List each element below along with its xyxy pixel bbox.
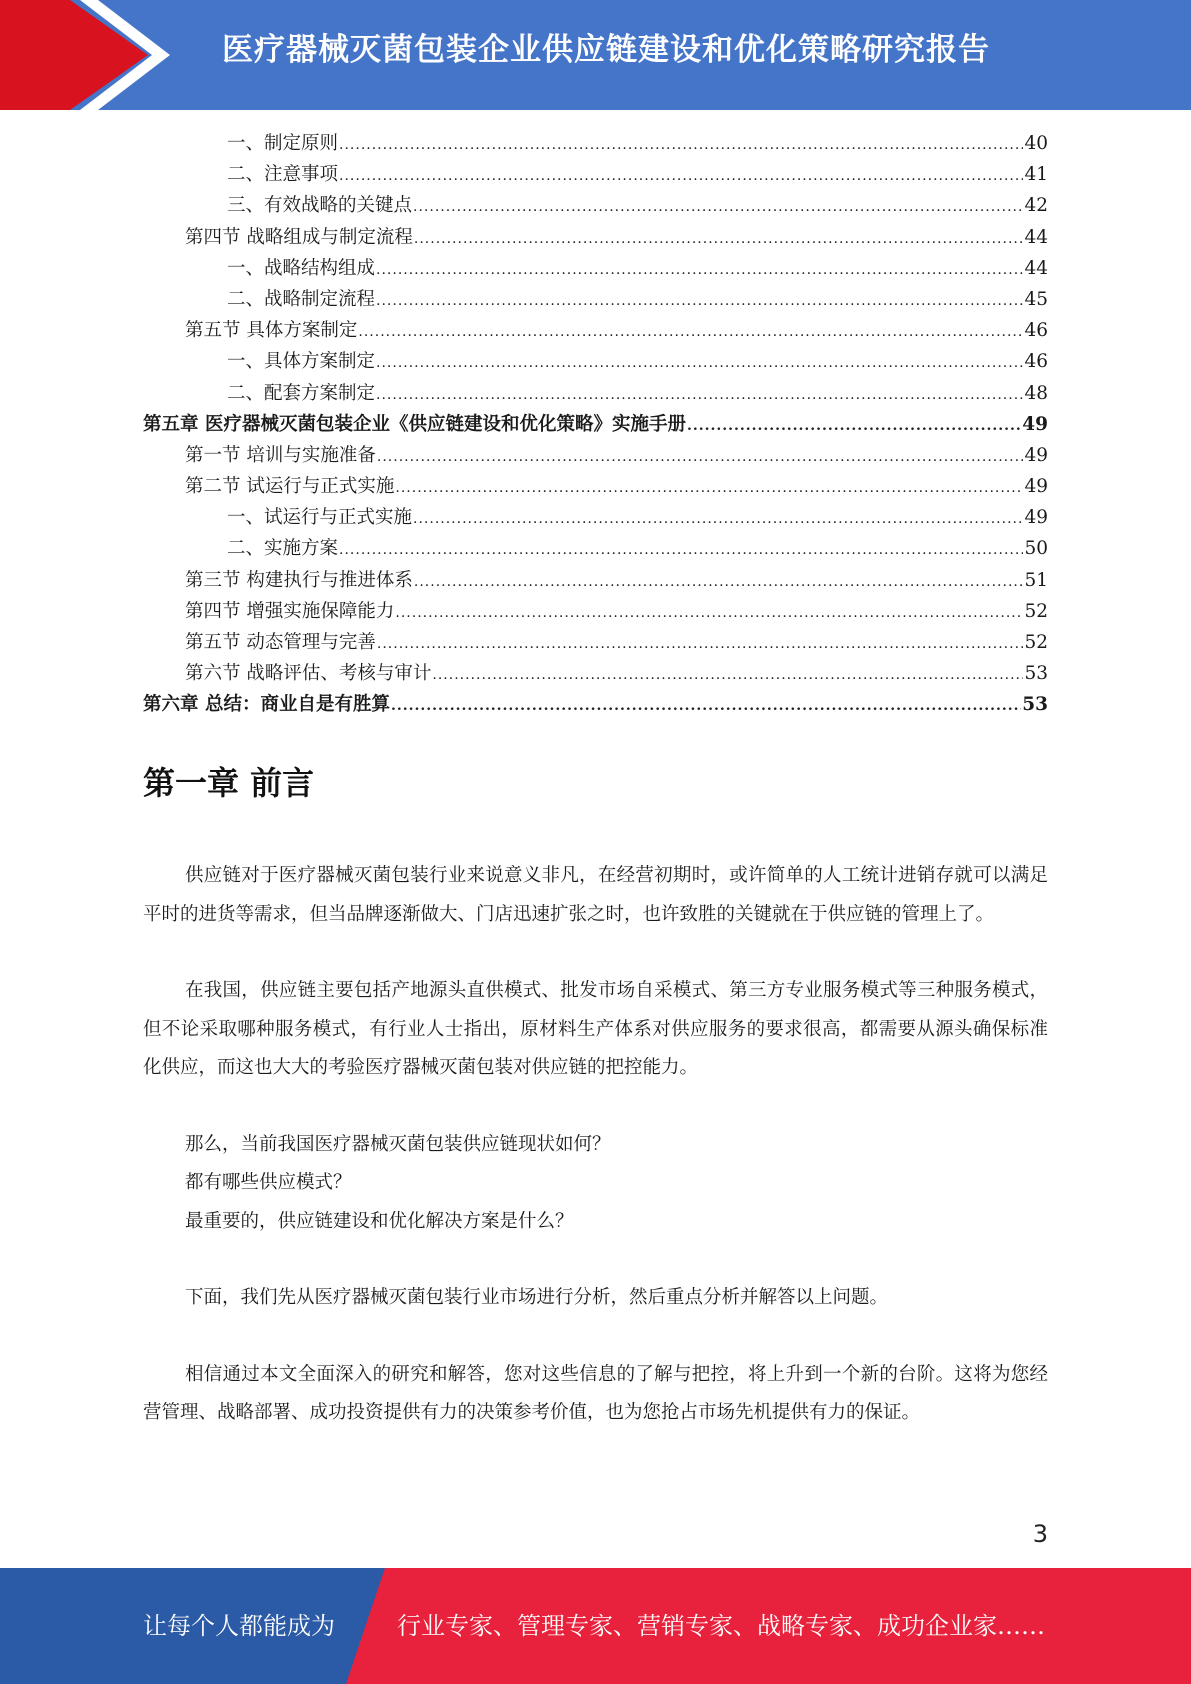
toc-entry[interactable] — [143, 658, 1048, 689]
toc-entry-title: 一、战略结构组成 — [227, 257, 376, 279]
toc-entry-page: 40 — [1024, 133, 1048, 154]
toc-entry[interactable] — [143, 471, 1048, 502]
paragraph: 在我国，供应链主要包括产地源头直供模式、批发市场自采模式、第三方专业服务模式等三种服务模式，但不论采取哪种服务模式，有行业人士指出，原材料生产体系对供应服务的要求很高，都需要从源头确保标准化供应，而这也大大的考验医疗器械灭菌包装对供应链的把控能力。 — [143, 980, 1048, 1078]
question-line: 都有哪些供应模式？ — [185, 1172, 352, 1193]
toc-entry[interactable] — [143, 565, 1048, 596]
toc-entry-page: 45 — [1024, 288, 1048, 310]
toc-entry-title: 二、实施方案 — [227, 538, 339, 560]
toc-entry-page: 49 — [1024, 507, 1048, 529]
toc-dot-leader — [687, 411, 1021, 442]
toc-entry[interactable] — [143, 190, 1048, 221]
toc-entry-page: 49 — [1022, 413, 1048, 435]
toc-entry-title: 三、有效战略的关键点 — [227, 195, 413, 217]
toc-dot-leader — [395, 473, 1023, 504]
toc-dot-leader — [339, 161, 1023, 192]
toc-dot-leader — [377, 629, 1024, 660]
toc-entry-title: 一、试运行与正式实施 — [227, 507, 413, 529]
toc-entry[interactable] — [143, 533, 1048, 564]
toc-dot-leader — [395, 598, 1023, 629]
toc-entry[interactable] — [143, 253, 1048, 284]
toc-dot-leader — [413, 504, 1023, 535]
toc-entry-title: 第五节 动态管理与完善 — [185, 632, 376, 653]
toc-entry[interactable] — [143, 159, 1048, 190]
footer-slogan-left: 让每个人都能成为 — [143, 1612, 335, 1640]
toc-entry-page: 48 — [1024, 382, 1048, 404]
toc-entry[interactable] — [143, 346, 1048, 377]
toc-dot-leader — [413, 192, 1023, 223]
toc-entry-title: 第五章 医疗器械灭菌包装企业《供应链建设和优化策略》实施手册 — [143, 413, 686, 435]
toc-entry[interactable] — [143, 440, 1048, 471]
toc-dot-leader — [376, 380, 1023, 411]
toc-entry[interactable] — [143, 502, 1048, 533]
question-line: 最重要的，供应链建设和优化解决方案是什么？ — [185, 1210, 574, 1232]
toc-entry-title: 二、战略制定流程 — [227, 288, 376, 310]
toc-entry[interactable] — [143, 596, 1048, 627]
toc-entry[interactable] — [143, 409, 1048, 440]
toc-entry-page: 53 — [1022, 694, 1048, 716]
toc-entry-page: 51 — [1024, 569, 1048, 591]
toc-entry[interactable] — [143, 315, 1048, 346]
toc-entry[interactable] — [143, 689, 1048, 720]
chapter-body — [143, 857, 1048, 1433]
footer-slogan-right: 行业专家、管理专家、营销专家、战略专家、成功企业家…… — [397, 1612, 1045, 1640]
toc-entry-title: 第四节 战略组成与制定流程 — [185, 226, 413, 248]
toc-entry-title: 第二节 试运行与正式实施 — [185, 476, 395, 498]
toc-dot-leader — [391, 691, 1021, 722]
table-of-contents — [143, 128, 1048, 721]
toc-entry-title: 第三节 构建执行与推进体系 — [185, 569, 413, 591]
toc-entry-page: 46 — [1024, 320, 1048, 342]
toc-entry-title: 第六节 战略评估、考核与审计 — [185, 663, 432, 685]
toc-entry[interactable] — [143, 627, 1048, 658]
toc-entry[interactable] — [143, 378, 1048, 409]
toc-entry-title: 一、具体方案制定 — [227, 351, 376, 373]
toc-entry-title: 第一节 培训与实施准备 — [185, 444, 376, 466]
toc-entry-page: 42 — [1024, 195, 1048, 217]
toc-dot-leader — [432, 660, 1023, 691]
toc-dot-leader — [376, 286, 1023, 317]
toc-entry-page: 50 — [1024, 538, 1048, 560]
toc-entry-page: 52 — [1024, 600, 1048, 622]
toc-dot-leader — [414, 567, 1024, 598]
footer-banner — [0, 1568, 1191, 1684]
toc-entry[interactable] — [143, 222, 1048, 253]
toc-entry-title: 二、注意事项 — [227, 164, 339, 186]
toc-entry-page: 44 — [1024, 226, 1048, 248]
toc-entry-title: 第五节 具体方案制定 — [185, 320, 358, 342]
toc-entry[interactable] — [143, 284, 1048, 315]
toc-dot-leader — [414, 224, 1024, 255]
toc-dot-leader — [339, 130, 1023, 161]
header-title: 医疗器械灭菌包装企业供应链建设和优化策略研究报告 — [222, 32, 990, 68]
toc-entry-title: 二、配套方案制定 — [227, 382, 376, 404]
toc-dot-leader — [376, 348, 1023, 379]
page-number: 3 — [1032, 1520, 1048, 1548]
paragraph: 下面，我们先从医疗器械灭菌包装行业市场进行分析，然后重点分析并解答以上问题。 — [185, 1287, 889, 1308]
toc-entry-page: 49 — [1024, 444, 1048, 466]
toc-entry-page: 41 — [1024, 164, 1048, 186]
paragraph: 相信通过本文全面深入的研究和解答，您对这些信息的了解与把控，将上升到一个新的台阶。这将为您经营管理、战略部署、成功投资提供有力的决策参考价值，也为您抢占市场先机提供有力的保证。 — [143, 1363, 1048, 1423]
header-banner — [0, 0, 1191, 110]
question-line: 那么，当前我国医疗器械灭菌包装供应链现状如何？ — [185, 1133, 611, 1155]
chapter-heading: 第一章 前言 — [143, 764, 315, 802]
toc-entry-page: 52 — [1024, 632, 1048, 653]
paragraph: 供应链对于医疗器械灭菌包装行业来说意义非凡，在经营初期时，或许简单的人工统计进销存就可以满足平时的进货等需求，但当品牌逐渐做大、门店迅速扩张之时，也许致胜的关键就在于供应链的管理上了。 — [143, 865, 1048, 925]
toc-entry[interactable] — [143, 128, 1048, 159]
toc-entry-page: 53 — [1024, 663, 1048, 685]
toc-entry-page: 44 — [1024, 257, 1048, 279]
toc-entry-title: 第四节 增强实施保障能力 — [185, 600, 395, 622]
toc-dot-leader — [358, 317, 1023, 348]
toc-dot-leader — [376, 255, 1023, 286]
toc-entry-page: 49 — [1024, 476, 1048, 498]
toc-entry-title: 一、制定原则 — [227, 133, 339, 154]
toc-entry-page: 46 — [1024, 351, 1048, 373]
toc-entry-title: 第六章 总结：商业自是有胜算 — [143, 694, 390, 716]
toc-dot-leader — [377, 442, 1024, 473]
toc-dot-leader — [339, 535, 1023, 566]
